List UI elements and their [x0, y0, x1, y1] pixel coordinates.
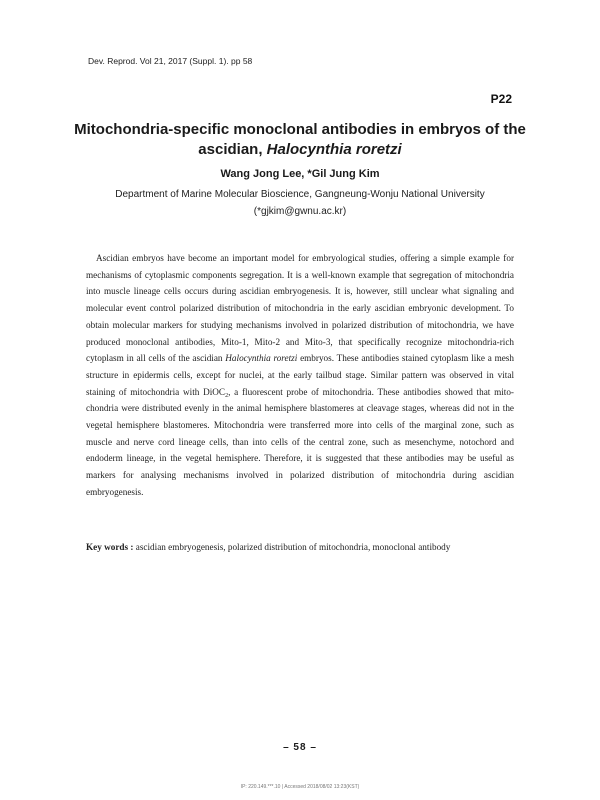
- email: (*gjkim@gwnu.ac.kr): [253, 206, 347, 217]
- poster-code: P22: [490, 92, 512, 106]
- authors: Wang Jong Lee, *Gil Jung Kim: [220, 168, 380, 180]
- abstract-paragraph: [86, 250, 514, 501]
- title-species: Halocynthia roretzi: [266, 141, 402, 158]
- access-footer: IP: 220.149.***.10 | Accessed 2018/08/02 13:23(KST): [240, 784, 360, 790]
- abstract-part-1: Ascidian embryos have become an important model for embryological studies, offering a simple example for mechanisms of cytoplasmic components segregation. It is a well-known example that segregation of mitochondria into muscle lineage cells occurs during ascidian embryogenesis. It is, however, still unclear what signaling and molecular event control polarized distribution of mitochondria in the early ascidian embryonic development. To obtain molecular markers for studying mechanisms involved in polarized distribution of mitochondria, we have produced monoclonal antibodies, Mito-1, Mito-2 and Mito-3, that specifically recognize mitochondria-rich cytoplasm in all cells of the ascidian: [86, 253, 514, 364]
- abstract: [86, 250, 514, 501]
- page-number: – 58 –: [283, 742, 317, 753]
- abstract-part-2: embryos. These antibodies stained cytoplasm like a mesh structure in epidermis cells, except for nuclei, at the early tailbud stage. Similar pattern was observed in vital staining of mitochondria with DiOC: [86, 353, 514, 397]
- abstract-subscript: 2: [225, 392, 229, 399]
- paper-title: [60, 120, 540, 160]
- title-main: Mitochondria-specific monoclonal antibodies in embryos of the ascidian,: [74, 121, 526, 158]
- affiliation: Department of Marine Molecular Bioscience, Gangneung-Wonju National University: [115, 189, 485, 200]
- keywords: [86, 542, 514, 552]
- keywords-label: Key words :: [86, 542, 134, 552]
- affiliation-block: [60, 186, 540, 220]
- journal-citation: Dev. Reprod. Vol 21, 2017 (Suppl. 1). pp 58: [88, 56, 253, 66]
- abstract-part-3: , a fluorescent probe of mitochondria. These antibodies showed that mito-chondria were distributed evenly in the animal hemisphere blastomeres at cleavage stages, whereas did not in the vegetal hemisphere blastomeres. Mitochondria were transferred more into cells of the marginal zone, such as muscle and nerve cord lineage cells, than into cells of the central zone, such as mesenchyme, notochord and endoderm lineage, in the vegetal hemisphere. Therefore, it is suggested that these antibodies may be useful as markers for analysing mechanisms involved in polarized distribution of mitochondria during ascidian embryogenesis.: [86, 386, 514, 497]
- keywords-text: ascidian embryogenesis, polarized distribution of mitochondria, monoclonal antibody: [133, 542, 451, 552]
- abstract-species: Halocynthia roretzi: [225, 353, 298, 364]
